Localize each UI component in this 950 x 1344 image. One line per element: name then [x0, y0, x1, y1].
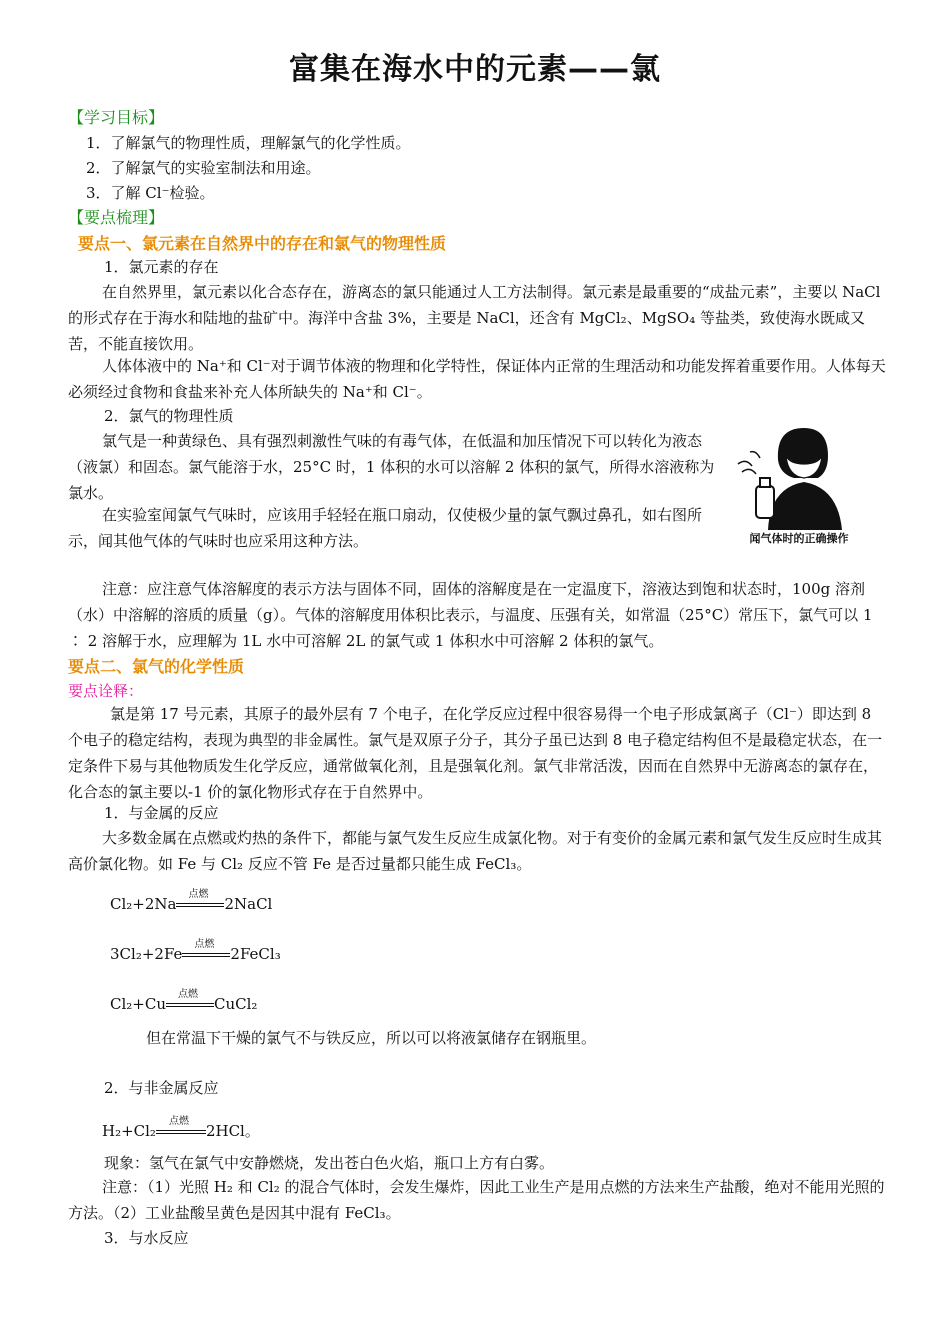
condition-label: 点燃 [188, 889, 209, 900]
paragraph-physical-properties: 氯气是一种黄绿色、具有强烈刺激性气味的有毒气体，在低温和加压情况下可以转化为液态（液氯）和固态。氯气能溶于水，25°C 时，1 体积的水可以溶解 2 体积的氯气，所得水溶液称为氯水。 [68, 432, 715, 502]
condition-label: 点燃 [178, 989, 198, 1000]
condition-label: 点燃 [168, 1116, 189, 1127]
equation-left: Cl₂+2Na [110, 895, 177, 913]
paragraph-solubility-note: 注意：应注意气体溶解度的表示方法与固体不同，固体的溶解度是在一定温度下，溶液达到饱和状态时，100g 溶剂（水）中溶解的溶质的质量（g）。气体的溶解度用体积比表示，与温度、压强有关，如常温（25°C）常压下，氯气可以 1 ∶ 2 溶解于水，应理解为 1L 水中可溶解 2L 的氯气或 1 体积水中可溶解 2 体积的氯气。 [68, 580, 873, 650]
section-key-points: 【要点梳理】 [68, 208, 165, 227]
paragraph-chemical-properties: 氯是第 17 号元素，其原子的最外层有 7 个电子，在化学反应过程中很容易得一个电子形成氯离子（Cl⁻）即达到 8 个电子的稳定结构，表现为典型的非金属性。氯气是双原子分子，其分子虽已达到 8 电子稳定结构但不是最稳定状态，在一定条件下易与其他物质发生化学反应，通常做氧化剂，且是强氧化剂。氯气非常活泼，因而在自然界中无游离态的氯存在，化合态的氯主要以-1 价的氯化物形式存在于自然界中。 [68, 705, 883, 801]
equals-sign [166, 1003, 214, 1007]
equation-left: H₂+Cl₂ [102, 1122, 156, 1140]
paragraph-light-note: 注意：（1）光照 H₂ 和 Cl₂ 的混合气体时，会发生爆炸，因此工业生产是用点燃的方法来生产盐酸，绝对不能用光照的方法。（2）工业盐酸呈黄色是因其中混有 FeCl₃。 [68, 1178, 885, 1222]
equals-sign [182, 953, 230, 957]
equation-left: Cl₂+Cu [110, 995, 166, 1013]
goal-item: 2．了解氯气的实验室制法和用途。 [86, 159, 321, 177]
point2-heading: 要点二、氯气的化学性质 [68, 657, 245, 676]
condition-label: 点燃 [194, 939, 215, 950]
smelling-gas-illustration [728, 420, 870, 546]
equation-na [110, 889, 273, 913]
equation-h2 [102, 1116, 260, 1141]
equation-right: 2HCl。 [205, 1122, 260, 1140]
paragraph-smell-method: 在实验室闻氯气气味时，应该用手轻轻在瓶口扇动，仅使极少量的氯气飘过鼻孔，如右图所示，闻其他气体的气味时也应采用这种方法。 [68, 506, 703, 550]
point1-heading: 要点一、氯元素在自然界中的存在和氯气的物理性质 [78, 234, 447, 253]
equals-sign [156, 1130, 206, 1134]
subheading-metal-reaction: 1．与金属的反应 [104, 804, 219, 822]
point2-label: 要点诠释： [68, 682, 144, 700]
goal-item: 1．了解氯气的物理性质，理解氯气的化学性质。 [86, 134, 411, 152]
subheading-nonmetal-reaction: 2．与非金属反应 [104, 1079, 219, 1097]
paragraph-body-fluid: 人体体液中的 Na⁺和 Cl⁻对于调节体液的物理和化学特性，保证体内正常的生理活动和功能发挥着重要作用。人体每天必须经过食物和食盐来补充人体所缺失的 Na⁺和 Cl⁻。 [68, 357, 886, 401]
equation-right: 2FeCl₃ [230, 945, 281, 963]
subheading-water-reaction: 3．与水反应 [104, 1229, 189, 1247]
equals-sign [176, 903, 224, 907]
equation-cu [110, 989, 258, 1013]
equation-fe [110, 939, 281, 963]
equation-right: CuCl₂ [214, 995, 258, 1013]
section-learning-goals: 【学习目标】 [68, 108, 165, 127]
paragraph-metal-reaction: 大多数金属在点燃或灼热的条件下，都能与氯气发生反应生成氯化物。对于有变价的金属元素和氯气发生反应时生成其高价氯化物。如 Fe 与 Cl₂ 反应不管 Fe 是否过量都只能生成 FeCl₃。 [68, 829, 883, 873]
subheading-physical-properties: 2．氯气的物理性质 [104, 407, 234, 425]
page-title: 富集在海水中的元素——氯 [289, 52, 661, 87]
equation-left: 3Cl₂+2Fe [110, 945, 183, 963]
paragraph-existence: 在自然界里，氯元素以化合态存在，游离态的氯只能通过人工方法制得。氯元素是最重要的“成盐元素”，主要以 NaCl 的形式存在于海水和陆地的盐矿中。海洋中含盐 3%，主要是 NaCl，还含有 MgCl₂、MgSO₄ 等盐类，致使海水既咸又苦，不能直接饮用。 [68, 283, 881, 353]
paragraph-phenomenon: 现象：氢气在氯气中安静燃烧，发出苍白色火焰，瓶口上方有白雾。 [104, 1154, 555, 1172]
paragraph-dry-chlorine: 但在常温下干燥的氯气不与铁反应，所以可以将液氯储存在钢瓶里。 [146, 1029, 597, 1047]
goal-item: 3．了解 Cl⁻检验。 [86, 184, 215, 202]
subheading-chlorine-existence: 1．氯元素的存在 [104, 258, 219, 276]
figure-caption: 闻气体时的正确操作 [749, 532, 849, 545]
equation-right: 2NaCl [224, 895, 273, 913]
